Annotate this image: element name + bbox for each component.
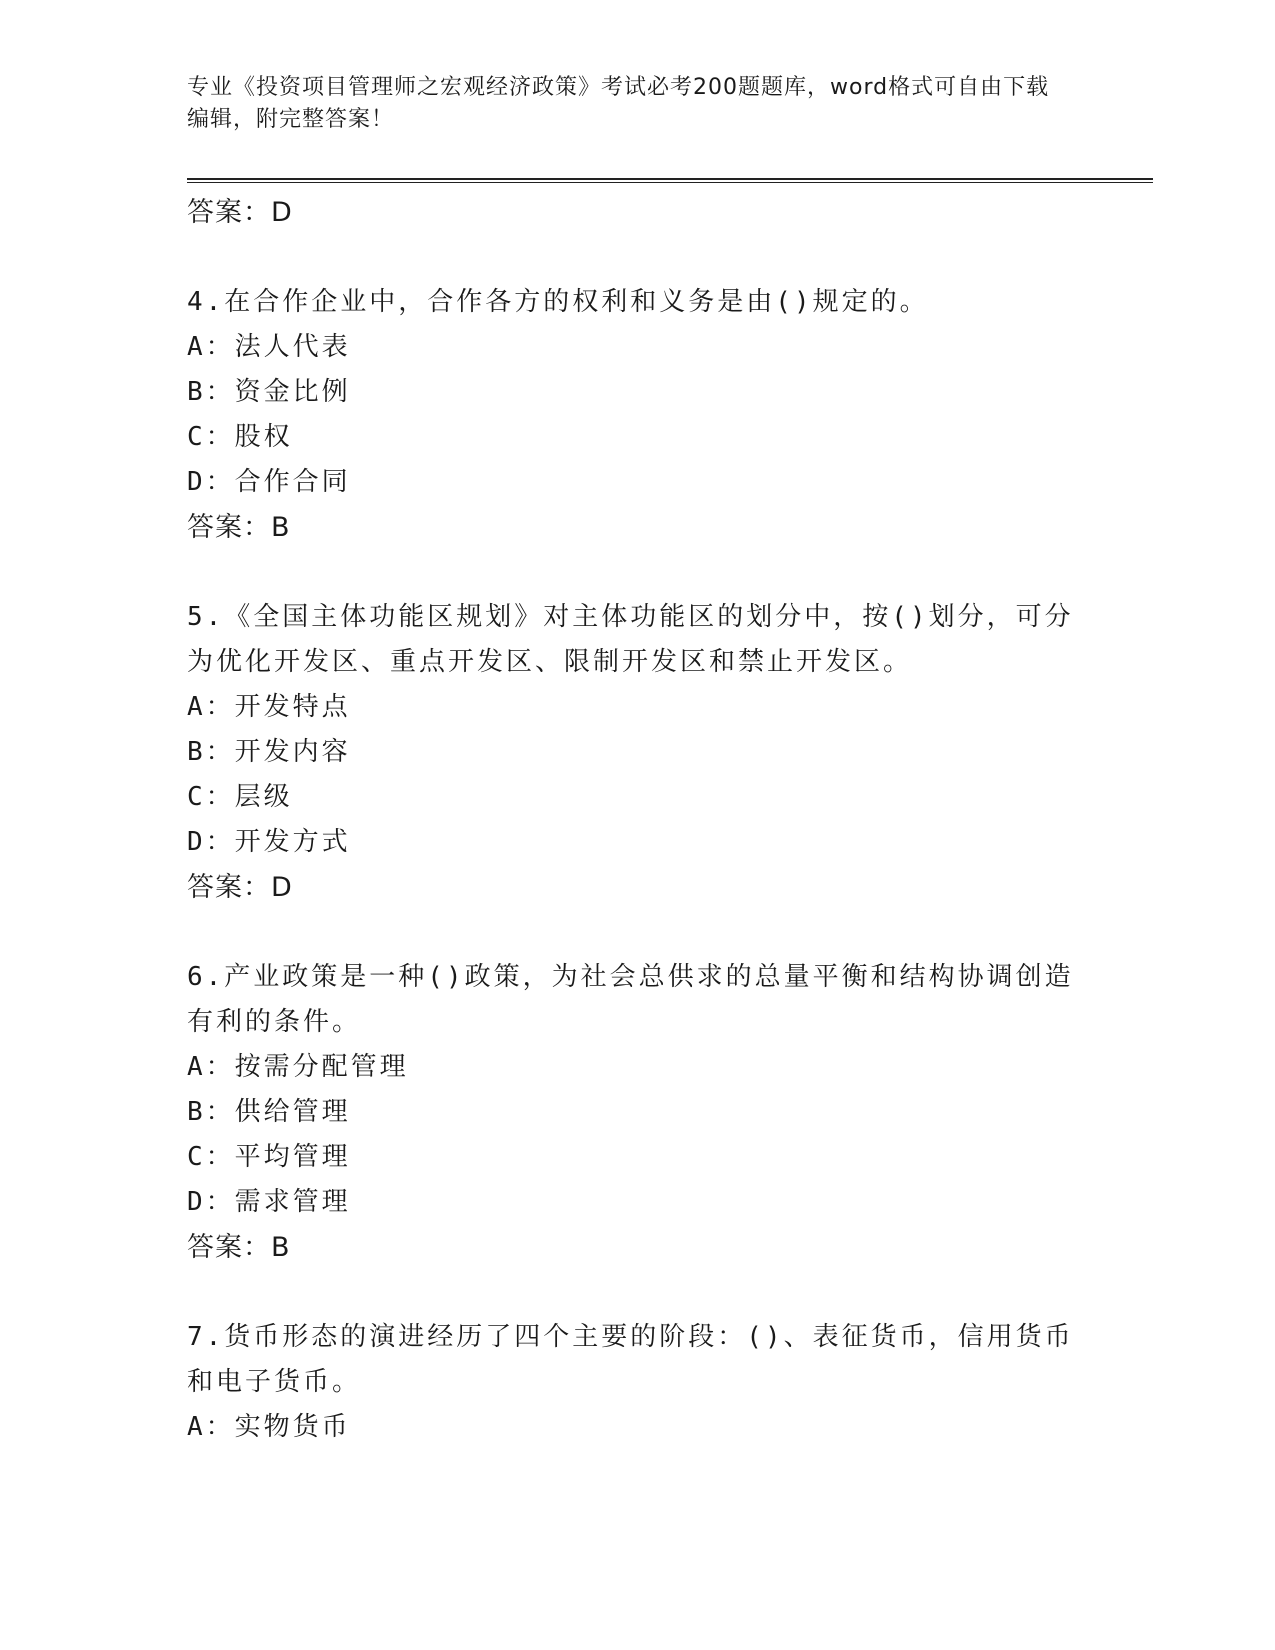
- option-c: C：层级: [187, 782, 293, 812]
- option-b: B：开发内容: [187, 737, 351, 767]
- option-c: C：平均管理: [187, 1142, 351, 1172]
- document-header: 专业《投资项目管理师之宏观经济政策》考试必考200题题库，word格式可自由下载编辑，附完整答案！: [187, 75, 1050, 132]
- option-b: B：供给管理: [187, 1097, 351, 1127]
- answer-line: 答案：D: [187, 872, 293, 903]
- header-divider-thin: [187, 182, 1153, 183]
- option-d: D：合作合同: [187, 467, 351, 497]
- option-c: C：股权: [187, 422, 293, 452]
- answer-line: 答案：B: [187, 1232, 291, 1263]
- option-b: B：资金比例: [187, 377, 351, 407]
- option-d: D：开发方式: [187, 827, 351, 857]
- question-block: [187, 595, 1087, 910]
- option-d: D：需求管理: [187, 1187, 351, 1217]
- option-a: A：开发特点: [187, 692, 351, 722]
- option-a: A：按需分配管理: [187, 1052, 409, 1082]
- option-a: A：法人代表: [187, 332, 351, 362]
- answer-line: 答案：B: [187, 512, 291, 543]
- question-block: [187, 280, 1087, 550]
- question-text: 7.货币形态的演进经历了四个主要的阶段：()、表征货币，信用货币和电子货币。: [187, 1322, 1074, 1397]
- question-block: [187, 1315, 1087, 1450]
- question-text: 4.在合作企业中，合作各方的权利和义务是由()规定的。: [187, 287, 929, 317]
- question-block: [187, 955, 1087, 1270]
- option-a: A：实物货币: [187, 1412, 351, 1442]
- question-text: 6.产业政策是一种()政策，为社会总供求的总量平衡和结构协调创造有利的条件。: [187, 962, 1074, 1037]
- question-list: [187, 190, 1087, 1450]
- question-text: 5.《全国主体功能区规划》对主体功能区的划分中，按()划分，可分为优化开发区、重点开发区、限制开发区和禁止开发区。: [187, 602, 1074, 677]
- answer-line: 答案：D: [187, 197, 293, 228]
- header-divider: [187, 178, 1153, 180]
